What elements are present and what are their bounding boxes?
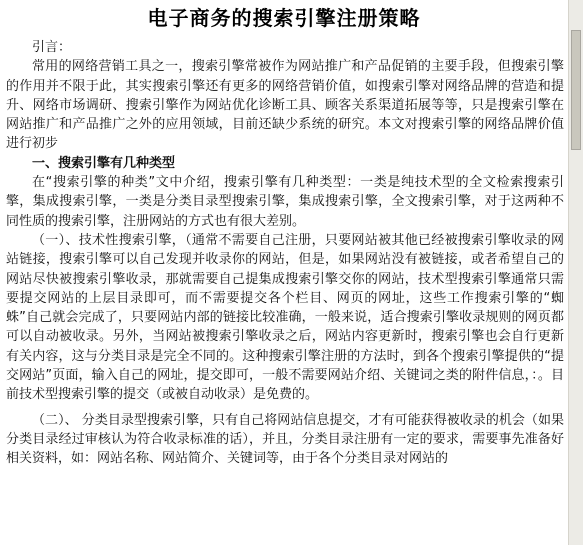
section-heading: 一、搜索引擎有几种类型 bbox=[32, 155, 176, 171]
intro-label: 引言： bbox=[32, 40, 72, 55]
vertical-scrollbar[interactable] bbox=[568, 0, 583, 545]
document-body bbox=[6, 38, 564, 469]
document-title: 电子商务的搜索引擎注册策略 bbox=[147, 6, 421, 30]
directory-engine-paragraph: （二）、 分类目录型搜索引擎，只有自己将网站信息提交，才有可能获得被收录的机会（如果分类目录经过审核认为符合收录标准的话），并且，分类目录注册有一定的要求，需要事先准备好相关资料，如：网站名称、网站简介、关键词等，由于各个分类目录对网站的 bbox=[6, 412, 564, 467]
technical-engine-paragraph: （一）、技术性搜索引擎，（通常不需要自己注册，只要网站被其他已经被搜索引擎收录的网站链接，搜索引擎可以自己发现并收录你的网站，但是，如果网站没有被链接，或者希望自己的网站尽快被搜索引擎收录，那就需要自己提集成搜索引擎交你的网站，技术型搜索引擎通常只需要提交网站的上层目录即可，而不需要提交各个栏目、网页的网址，这些工作搜索引擎的“蜘蛛”自己就会完成了，只要网站内部的链接比较准确，一般来说，适合搜索引擎收录规则的网页都可以自动被收录。另外，当网站被搜索引擎收录之后，网站内容更新时，搜索引擎也会自行更新有关内容，这与分类目录是完全不同的。这种搜索引擎注册的方法时，到各个搜索引擎提供的“提交网站”页面，输入自己的网址，提交即可，一般不需要网站介绍、关键词之类的附件信息，：。目前技术型搜索引擎的提交（或被自动收录）是免费的。 bbox=[6, 232, 564, 403]
scrollbar-thumb[interactable] bbox=[571, 30, 581, 150]
types-paragraph: 在“搜索引擎的种类”文中介绍，搜索引擎有几种类型：一类是纯技术型的全文检索搜索引擎，集成搜索引擎，一类是分类目录型搜索引擎，集成搜索引擎，全文搜索引擎，对于这两种不同性质的搜索引擎，注册网站的方式也有很大差别。 bbox=[6, 175, 564, 229]
intro-paragraph: 常用的网络营销工具之一，搜索引擎常被作为网站推广和产品促销的主要手段，但搜索引擎的作用并不限于此，其实搜索引擎还有更多的网络营销价值，如搜索引擎对网络品牌的营造和提升、网络市场调研、搜索引擎作为网站优化诊断工具、顾客关系渠道拓展等等，只是搜索引擎在网站推广和产品推广之外的应用领域，目前还缺少系统的研究。本文对搜索引擎的网络品牌价值进行初步 bbox=[6, 59, 564, 152]
